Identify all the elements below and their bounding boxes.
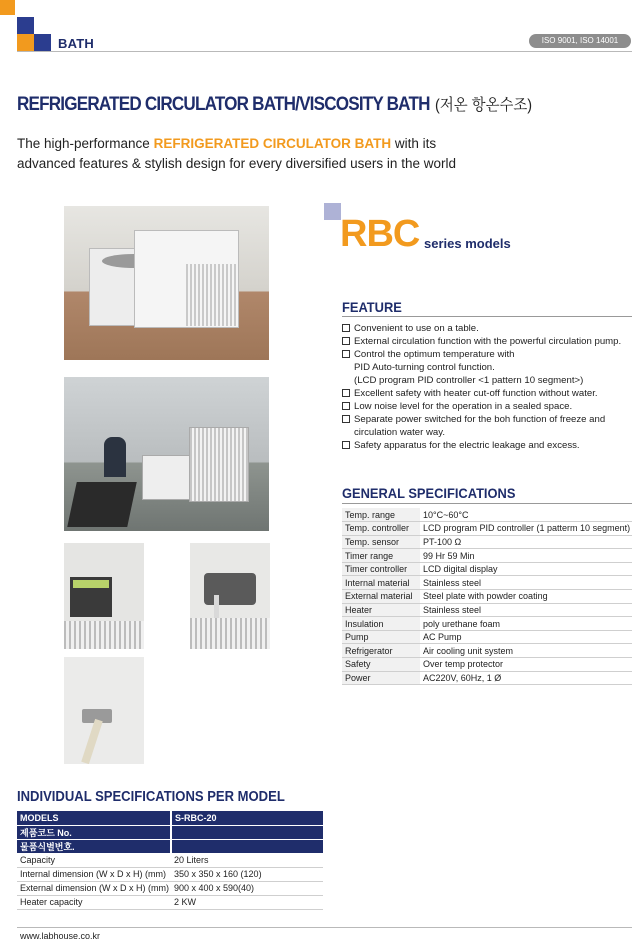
checkbox-icon bbox=[342, 350, 350, 358]
table-row bbox=[342, 535, 632, 549]
checkbox-icon bbox=[342, 441, 350, 449]
spec-value: Stainless steel bbox=[420, 603, 632, 617]
spec-value: 10°C~60°C bbox=[420, 508, 632, 522]
table-row bbox=[342, 644, 632, 658]
spec-key: Refrigerator bbox=[342, 644, 420, 658]
table-row bbox=[342, 658, 632, 672]
checkbox-icon bbox=[342, 402, 350, 410]
table-row bbox=[342, 508, 632, 522]
spec-key: 물품식별번호. bbox=[17, 839, 171, 853]
spec-key: Temp. sensor bbox=[342, 535, 420, 549]
page-title-main: REFRIGERATED CIRCULATOR BATH/VISCOSITY BATH bbox=[17, 94, 430, 115]
footer-divider bbox=[17, 927, 632, 928]
intro-text-end: with its bbox=[391, 136, 437, 151]
feature-item bbox=[342, 348, 637, 387]
table-header-row bbox=[17, 811, 323, 825]
spec-value: Air cooling unit system bbox=[420, 644, 632, 658]
feature-text: Low noise level for the operation in a sealed space. bbox=[354, 401, 573, 412]
feature-item bbox=[342, 413, 637, 439]
spec-value: LCD program PID controller (1 patterm 10 segment) bbox=[420, 522, 632, 536]
spec-value: poly urethane foam bbox=[420, 617, 632, 631]
table-header-row bbox=[17, 839, 323, 853]
spec-key: Temp. range bbox=[342, 508, 420, 522]
spec-key: Pump bbox=[342, 630, 420, 644]
general-specs-table bbox=[342, 508, 632, 685]
spec-value: S-RBC-20 bbox=[171, 811, 323, 825]
intro-line-2: advanced features & stylish design for every diversified users in the world bbox=[17, 156, 456, 171]
rbc-accent bbox=[324, 203, 341, 220]
table-row bbox=[342, 522, 632, 536]
feature-text: Separate power switched for the boh function of freeze and bbox=[354, 414, 606, 425]
series-code: RBC bbox=[340, 213, 420, 255]
feature-text-cont: PID Auto-turning control function. bbox=[354, 362, 495, 373]
table-row bbox=[17, 867, 323, 881]
table-row bbox=[17, 853, 323, 867]
drain-port-photo bbox=[64, 657, 144, 764]
general-specs-heading: GENERAL SPECIFICATIONS bbox=[342, 485, 516, 501]
series-label: series models bbox=[424, 236, 511, 251]
spec-value: 2 KW bbox=[171, 895, 323, 909]
section-tag: BATH bbox=[58, 36, 94, 51]
checkbox-icon bbox=[342, 389, 350, 397]
spec-key: Internal material bbox=[342, 576, 420, 590]
checkbox-icon bbox=[342, 337, 350, 345]
spec-key: Insulation bbox=[342, 617, 420, 631]
intro-text-start: The high-performance bbox=[17, 136, 154, 151]
spec-key: External material bbox=[342, 590, 420, 604]
checkbox-icon bbox=[342, 324, 350, 332]
spec-key: Timer range bbox=[342, 549, 420, 563]
spec-value: 350 x 350 x 160 (120) bbox=[171, 867, 323, 881]
spec-key: External dimension (W x D x H) (mm) bbox=[17, 881, 171, 895]
table-header-row bbox=[17, 825, 323, 839]
intro-text bbox=[17, 134, 627, 174]
circulation-port-photo bbox=[190, 543, 270, 649]
table-row bbox=[342, 549, 632, 563]
individual-specs-heading: INDIVIDUAL SPECIFICATIONS PER MODEL bbox=[17, 789, 285, 805]
spec-key: Temp. controller bbox=[342, 522, 420, 536]
spec-value: 99 Hr 59 Min bbox=[420, 549, 632, 563]
spec-key: Safety bbox=[342, 658, 420, 672]
table-row bbox=[342, 603, 632, 617]
feature-text: External circulation function with the powerful circulation pump. bbox=[354, 336, 622, 347]
spec-key: Internal dimension (W x D x H) (mm) bbox=[17, 867, 171, 881]
spec-value bbox=[171, 839, 323, 853]
page-title bbox=[17, 92, 532, 116]
brand-logo bbox=[17, 17, 51, 51]
feature-item bbox=[342, 400, 637, 413]
spec-key: Heater bbox=[342, 603, 420, 617]
feature-divider bbox=[342, 316, 632, 317]
corner-accent bbox=[0, 0, 15, 15]
spec-key: Timer controller bbox=[342, 562, 420, 576]
spec-value: PT-100 Ω bbox=[420, 535, 632, 549]
spec-value bbox=[171, 825, 323, 839]
spec-value: 20 Liters bbox=[171, 853, 323, 867]
spec-key: MODELS bbox=[17, 811, 171, 825]
spec-value: 900 x 400 x 590(40) bbox=[171, 881, 323, 895]
spec-value: Over temp protector bbox=[420, 658, 632, 672]
page-title-korean: (저온 항온수조) bbox=[435, 97, 533, 114]
table-row bbox=[342, 617, 632, 631]
general-specs-divider bbox=[342, 503, 632, 504]
certification-badge: ISO 9001, ISO 14001 bbox=[529, 34, 631, 48]
header-divider bbox=[17, 51, 632, 52]
spec-value: Steel plate with powder coating bbox=[420, 590, 632, 604]
spec-value: AC220V, 60Hz, 1 Ø bbox=[420, 671, 632, 685]
spec-key: 제품코드 No. bbox=[17, 825, 171, 839]
feature-list bbox=[342, 322, 637, 452]
feature-text: Convenient to use on a table. bbox=[354, 323, 479, 334]
feature-item bbox=[342, 322, 637, 335]
table-row bbox=[342, 630, 632, 644]
feature-text-cont: (LCD program PID controller <1 pattern 10 segment>) bbox=[354, 375, 584, 386]
table-row bbox=[342, 590, 632, 604]
table-row bbox=[342, 671, 632, 685]
controller-panel-photo bbox=[64, 543, 144, 649]
feature-heading: FEATURE bbox=[342, 299, 402, 315]
feature-text: Control the optimum temperature with bbox=[354, 349, 515, 360]
table-row bbox=[342, 562, 632, 576]
intro-highlight: REFRIGERATED CIRCULATOR BATH bbox=[153, 136, 392, 151]
feature-text: Excellent safety with heater cut-off function without water. bbox=[354, 388, 598, 399]
intro-line-1 bbox=[17, 134, 627, 154]
table-row bbox=[17, 881, 323, 895]
spec-value: AC Pump bbox=[420, 630, 632, 644]
footer-website[interactable]: www.labhouse.co.kr bbox=[20, 931, 101, 941]
feature-text-cont: circulation water way. bbox=[354, 427, 445, 438]
product-photo-workshop bbox=[64, 377, 269, 531]
product-photo-front bbox=[64, 206, 269, 360]
feature-item bbox=[342, 335, 637, 348]
spec-key: Capacity bbox=[17, 853, 171, 867]
checkbox-icon bbox=[342, 415, 350, 423]
table-row bbox=[17, 895, 323, 909]
spec-key: Power bbox=[342, 671, 420, 685]
spec-key: Heater capacity bbox=[17, 895, 171, 909]
spec-value: LCD digital display bbox=[420, 562, 632, 576]
spec-value: Stainless steel bbox=[420, 576, 632, 590]
table-row bbox=[342, 576, 632, 590]
feature-text: Safety apparatus for the electric leakage and excess. bbox=[354, 440, 580, 451]
individual-specs-table bbox=[17, 811, 323, 910]
feature-item bbox=[342, 439, 637, 452]
feature-item bbox=[342, 387, 637, 400]
